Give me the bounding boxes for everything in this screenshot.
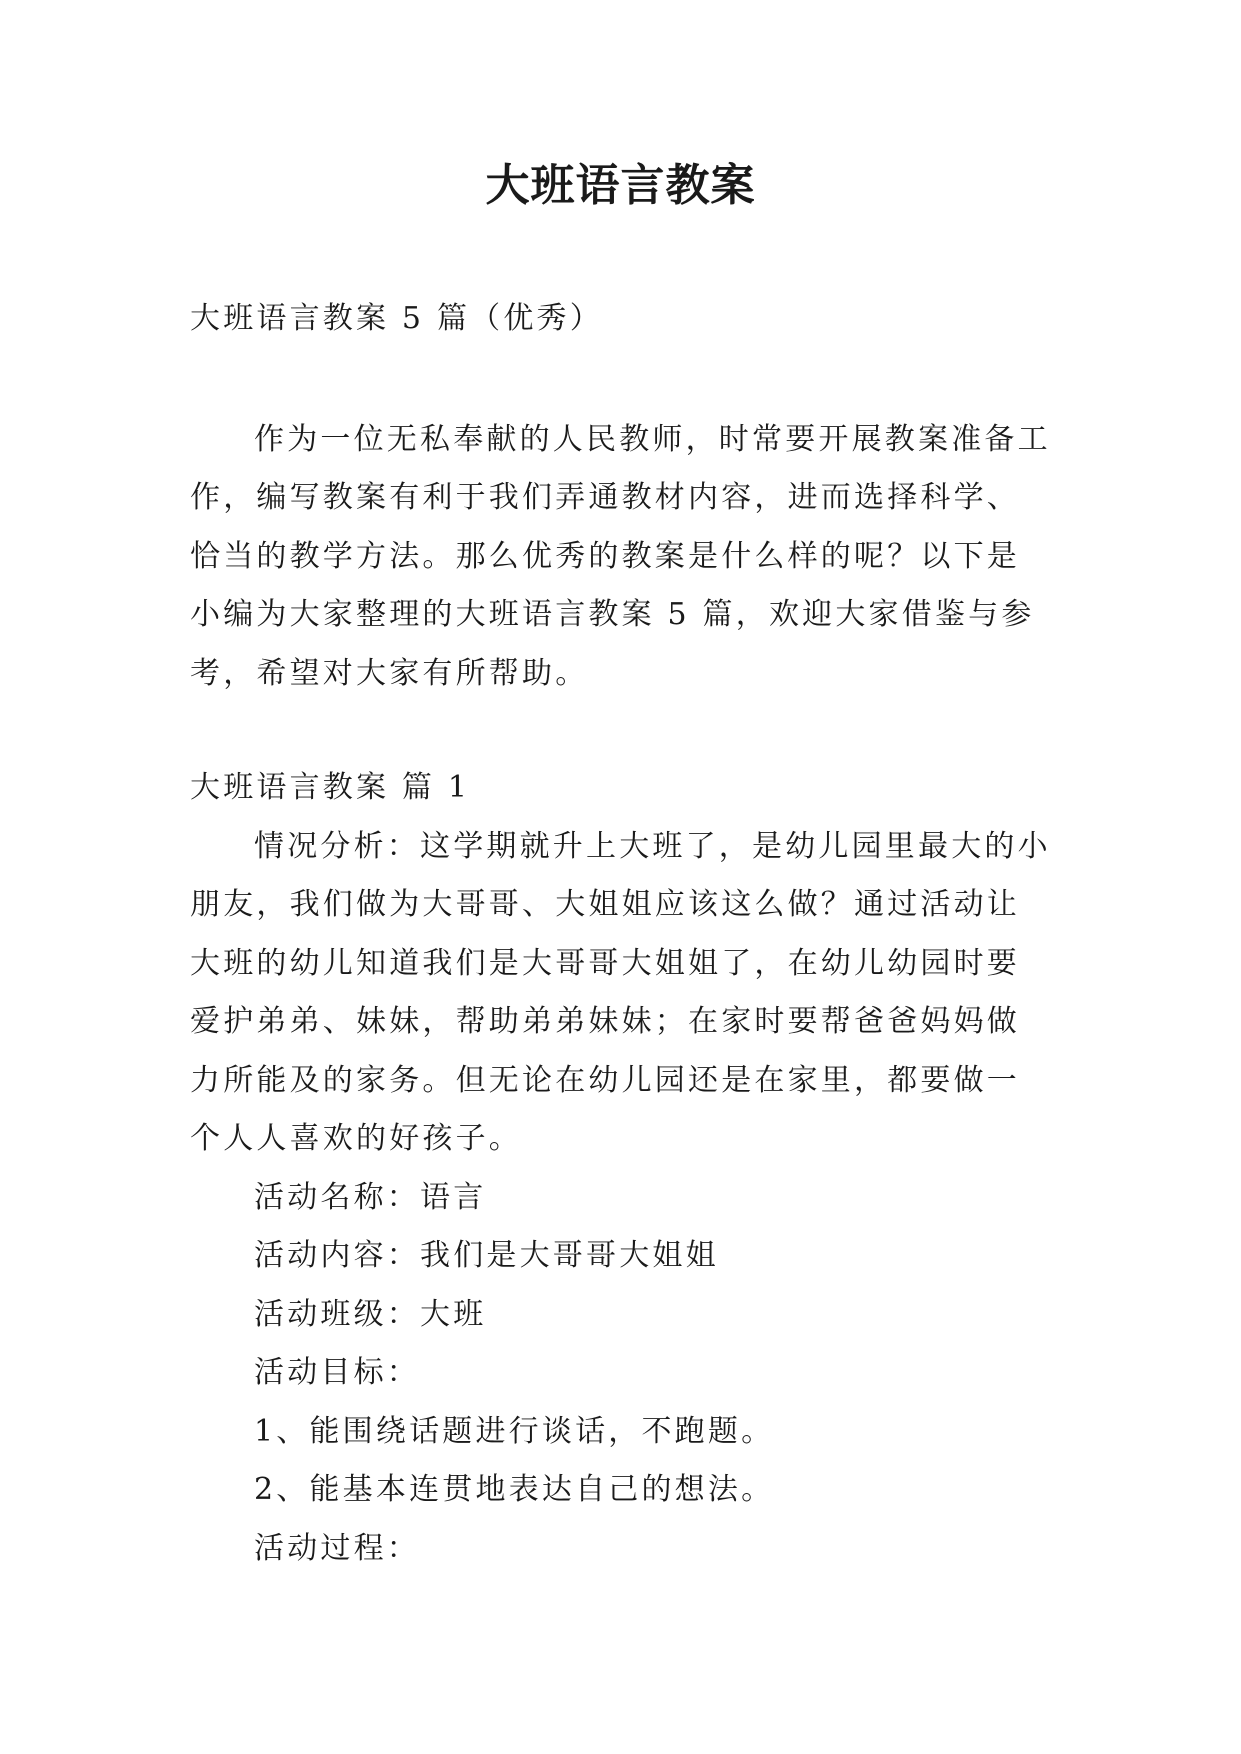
spacer <box>190 703 1052 759</box>
goal-item-1: 1、能围绕话题进行谈话，不跑题。 <box>254 1413 775 1449</box>
analysis-paragraph: 情况分析：这学期就升上大班了，是幼儿园里最大的小朋友，我们做为大哥哥、大姐姐应该这么做？通过活动让大班的幼儿知道我们是大哥哥大姐姐了，在幼儿幼园时要爱护弟弟、妹妹，帮助弟弟妹妹；在家时要帮爸爸妈妈做力所能及的家务。但无论在幼儿园还是在家里，都要做一个人人喜欢的好孩子。 <box>190 828 1051 1156</box>
document-body <box>190 290 1052 1578</box>
process-label: 活动过程： <box>254 1530 420 1566</box>
spacer <box>190 349 1052 411</box>
intro-paragraph: 作为一位无私奉献的人民教师，时常要开展教案准备工作，编写教案有利于我们弄通教材内容，进而选择科学、恰当的教学方法。那么优秀的教案是什么样的呢？以下是小编为大家整理的大班语言教案 5 篇，欢迎大家借鉴与参考，希望对大家有所帮助。 <box>190 421 1051 691</box>
activity-class: 活动班级：大班 <box>254 1296 487 1332</box>
document-title: 大班语言教案 <box>485 160 756 211</box>
document-subtitle: 大班语言教案 5 篇（优秀） <box>190 301 603 336</box>
section-heading: 大班语言教案 篇 1 <box>190 770 471 805</box>
activity-name: 活动名称：语言 <box>254 1179 487 1215</box>
goals-label: 活动目标： <box>254 1355 420 1390</box>
goal-item-2: 2、能基本连贯地表达自己的想法。 <box>254 1472 775 1507</box>
activity-content: 活动内容：我们是大哥哥大姐姐 <box>254 1238 719 1273</box>
